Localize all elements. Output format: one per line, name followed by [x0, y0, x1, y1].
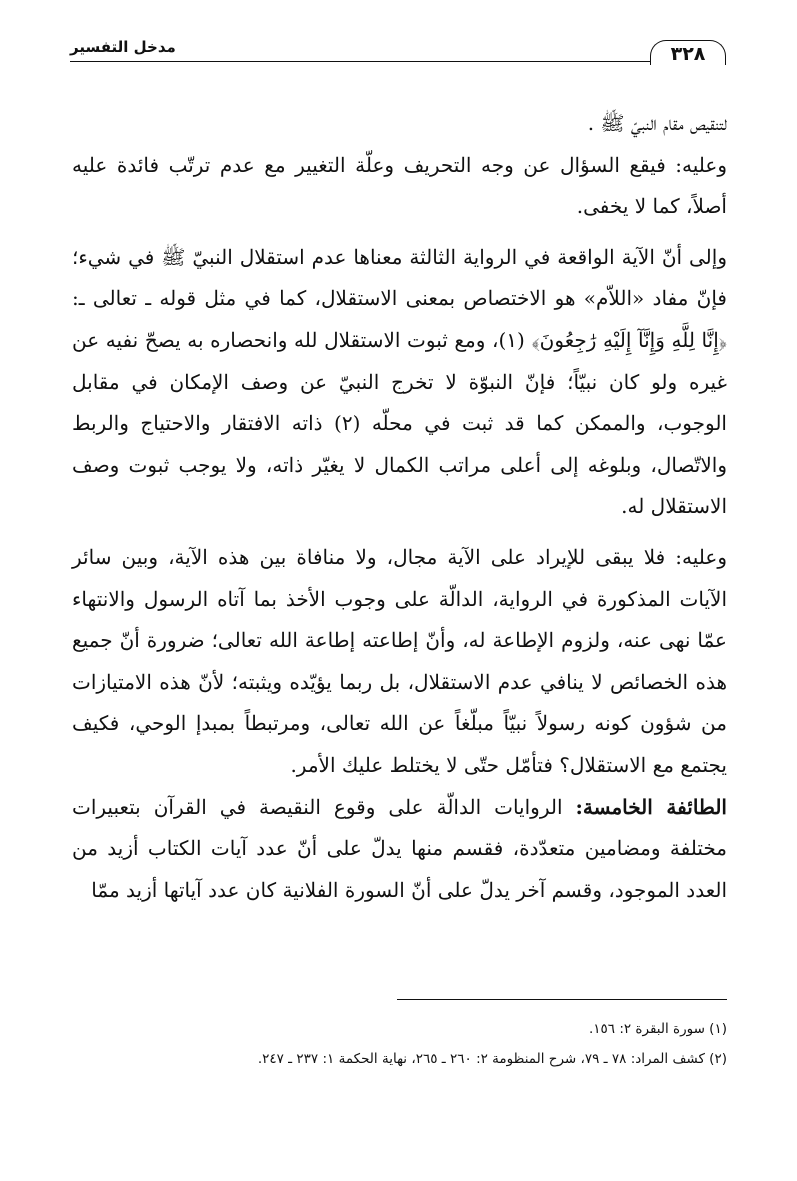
paragraph: وعليه: فلا يبقى للإيراد على الآية مجال، ولا منافاة بين هذه الآية، وبين سائر الآيات المذكورة في الرواية، الدالّة على وجوب الأخذ بما آتاه الرسول والانتهاء عمّا نهى عنه، ولزوم الإطاعة له، وأنّ إطاعته إطاعة الله تعالى؛ ضرورة أنّ جميع هذه الخصائص لا ينافي عدم الاستقلال، بل ربما يؤيّده ويثبته؛ لأنّ هذه الامتيازات من شؤون كونه رسولاً نبيّاً مبلّغاً عن الله تعالى، ومرتبطاً بمبدإ الوحي، فكيف يجتمع مع الاستقلال؟ فتأمّل حتّى لا يختلط عليك الأمر.	[72, 544, 728, 777]
section-heading: الطائفة الخامسة:	[575, 794, 727, 819]
header-rule	[70, 61, 726, 62]
page-number: ٣٢٨	[650, 40, 726, 65]
running-title: مدخل التفسير	[70, 38, 176, 56]
main-text	[72, 103, 727, 973]
footnote: (١) سورة البقرة ٢: ١٥٦.	[588, 1021, 727, 1037]
section-paragraph	[72, 787, 727, 912]
page-header	[70, 36, 726, 72]
section-text: الروايات الدالّة على وقوع النقيصة في القرآن بتعبيرات مختلفة ومضامين متعدّدة، فقسم منها يدلّ على أنّ عدد آيات الكتاب أزيد من العدد الموجود، وقسم آخر يدلّ على أنّ السورة الفلانية كان عدد آياتها أزيد ممّا	[72, 794, 727, 902]
footnote: (٢) كشف المراد: ٧٨ ـ ٧٩، شرح المنظومة ٢: ٢٦٠ ـ ٢٦٥، نهاية الحكمة ١: ٢٣٧ ـ ٢٤٧.	[257, 1051, 727, 1067]
footnote-divider	[397, 999, 727, 1000]
paragraph: وإلى أنّ الآية الواقعة في الرواية الثالثة معناها عدم استقلال النبيّ ﷺ في شيء؛ فإنّ مفاد «اللاّم» هو الاختصاص بمعنى الاستقلال، كما في مثل قوله ـ تعالى ـ: ﴿إِنَّا لِلَّهِ وَإِنَّآ إِلَيْهِ رَٰجِعُونَ﴾ (١)، ومع ثبوت الاستقلال لله وانحصاره به يصحّ نفيه عن غيره ولو كان نبيّاً؛ فإنّ النبوّة لا تخرج النبيّ عن وصف الإمكان في مقابل الوجوب، والممكن كما قد ثبت في محلّه (٢) ذاته الافتقار والاحتياج والربط والاتّصال، وبلوغه إلى أعلى مراتب الكمال لا يغيّر ذاته، ولا يوجب ثبوت وصف الاستقلال له.	[72, 244, 727, 519]
paragraph: وعليه: فيقع السؤال عن وجه التحريف وعلّة التغيير مع عدم ترتّب فائدة عليه أصلاً، كما لا يخفى.	[72, 152, 727, 219]
footnotes	[72, 1014, 727, 1074]
paragraph: لتنقيص مقام النبيّ ﷺ .	[587, 111, 727, 135]
